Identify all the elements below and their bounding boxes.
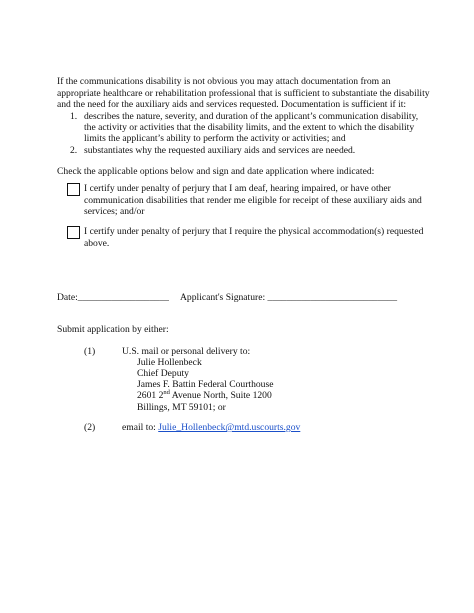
list-item-line: describes the nature, severity, and duration of the applicant’s communication disability, — [84, 111, 419, 122]
intro-line: appropriate healthcare or rehabilitation professional that is sufficient to substantiate the disability — [57, 88, 430, 99]
method-2-label: email to: — [122, 422, 159, 433]
list-item-line: the activity or activities that the disability limits, and the extent to which the disability — [84, 122, 415, 133]
intro-line: If the communications disability is not obvious you may attach documentation from an — [57, 76, 391, 87]
intro-line: and the need for the auxiliary aids and services requested. Documentation is sufficient if it: — [57, 99, 407, 110]
ordinal-suffix: nd — [163, 388, 170, 396]
date-field[interactable]: Date:___________________ — [57, 292, 169, 303]
street-address — [137, 390, 272, 401]
city-line: Billings, MT 59101; or — [137, 402, 226, 413]
recipient-title: Chief Deputy — [137, 368, 189, 379]
option-2-line: above. — [84, 238, 110, 249]
courthouse-name: James F. Battin Federal Courthouse — [137, 379, 274, 390]
method-2-line — [122, 422, 300, 433]
method-1-label: U.S. mail or personal delivery to: — [122, 346, 251, 357]
option-1-line: services; and/or — [84, 206, 145, 217]
list-number: 1. — [70, 111, 78, 122]
submit-heading: Submit application by either: — [57, 324, 169, 335]
street-rest: Avenue North, Suite 1200 — [169, 390, 272, 401]
option-1-line: communication disabilities that render me eligible for receipt of these auxiliary aids and — [84, 195, 422, 206]
email-link[interactable]: Julie_Hollenbeck@mtd.uscourts.gov — [158, 422, 301, 433]
instruction-text: Check the applicable options below and sign and date application where indicated: — [57, 166, 375, 177]
option-2-line: I certify under penalty of perjury that I require the physical accommodation(s) requested — [84, 226, 424, 237]
list-number: 2. — [70, 145, 78, 156]
list-item-line: limits the applicant’s ability to perform the activity or activities; and — [84, 133, 346, 144]
signature-field[interactable]: Applicant's Signature: ___________________________ — [180, 292, 398, 303]
recipient-name: Julie Hollenbeck — [137, 357, 202, 368]
option-1-line: I certify under penalty of perjury that I am deaf, hearing impaired, or have other — [84, 183, 391, 194]
street-number: 2601 2 — [137, 390, 164, 401]
method-2-number: (2) — [84, 422, 96, 433]
option-1-checkbox[interactable] — [67, 183, 80, 196]
list-item-line: substantiates why the requested auxiliary aids and services are needed. — [84, 145, 356, 156]
option-2-checkbox[interactable] — [67, 226, 80, 239]
method-1-number: (1) — [84, 346, 96, 357]
